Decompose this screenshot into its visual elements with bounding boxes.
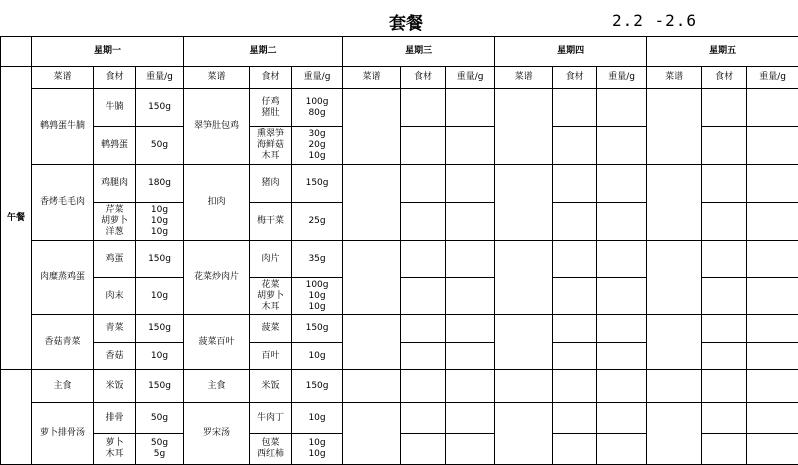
ingredient: 米饭 xyxy=(250,370,292,403)
dish-name: 罗宋汤 xyxy=(184,403,250,465)
empty-cell xyxy=(597,127,647,165)
empty-cell xyxy=(597,434,647,465)
empty-cell xyxy=(495,403,553,465)
table-row xyxy=(1,89,798,127)
empty-cell xyxy=(702,127,747,165)
weight: 30g 20g 10g xyxy=(292,127,343,165)
weight: 10g xyxy=(292,343,343,370)
header-weight: 重量/g xyxy=(597,67,647,89)
empty-cell xyxy=(446,127,495,165)
ingredient: 花菜 胡萝卜 木耳 xyxy=(250,278,292,315)
header-dish: 菜谱 xyxy=(495,67,553,89)
empty-cell xyxy=(702,278,747,315)
weight: 35g xyxy=(292,241,343,278)
empty-cell xyxy=(495,315,553,370)
empty-cell xyxy=(446,165,495,203)
empty-cell xyxy=(553,315,597,343)
ingredient: 鹌鹑蛋 xyxy=(94,127,136,165)
dish-name: 花菜炒肉片 xyxy=(184,241,250,315)
empty-cell xyxy=(702,241,747,278)
empty-cell xyxy=(747,165,798,203)
empty-cell xyxy=(747,434,798,465)
empty-cell xyxy=(597,403,647,434)
weight: 50g xyxy=(136,403,184,434)
empty-cell xyxy=(446,203,495,241)
meal-label: 午餐 xyxy=(1,67,32,370)
meal-label-empty xyxy=(1,370,32,465)
empty-cell xyxy=(647,370,702,403)
ingredient: 仔鸡 猪肚 xyxy=(250,89,292,127)
ingredient: 排骨 xyxy=(94,403,136,434)
table-row xyxy=(1,315,798,343)
empty-cell xyxy=(495,370,553,403)
empty-cell xyxy=(553,241,597,278)
empty-cell xyxy=(747,241,798,278)
empty-cell xyxy=(747,89,798,127)
header-dish: 菜谱 xyxy=(32,67,94,89)
empty-cell xyxy=(495,165,553,241)
header-ingredient: 食材 xyxy=(553,67,597,89)
empty-cell xyxy=(597,241,647,278)
ingredient: 牛腩 xyxy=(94,89,136,127)
dish-name: 主食 xyxy=(32,370,94,403)
ingredient: 鸡腿肉 xyxy=(94,165,136,203)
empty-cell xyxy=(553,343,597,370)
header-weight: 重量/g xyxy=(446,67,495,89)
weight: 150g xyxy=(136,89,184,127)
sheet-title: 套餐 xyxy=(389,9,423,34)
weight: 180g xyxy=(136,165,184,203)
empty-cell xyxy=(495,89,553,165)
empty-cell xyxy=(747,127,798,165)
empty-cell xyxy=(495,241,553,315)
header-dish: 菜谱 xyxy=(184,67,250,89)
weight: 100g 10g 10g xyxy=(292,278,343,315)
empty-cell xyxy=(647,165,702,241)
empty-cell xyxy=(401,203,446,241)
ingredient: 芹菜 胡萝卜 洋葱 xyxy=(94,203,136,241)
empty-cell xyxy=(401,315,446,343)
header-weight: 重量/g xyxy=(292,67,343,89)
dish-name: 扣肉 xyxy=(184,165,250,241)
header-dish: 菜谱 xyxy=(647,67,702,89)
empty-cell xyxy=(343,315,401,370)
dish-name: 菠菜百叶 xyxy=(184,315,250,370)
ingredient: 梅干菜 xyxy=(250,203,292,241)
day-thursday: 星期四 xyxy=(495,37,647,67)
empty-cell xyxy=(553,203,597,241)
weight: 25g xyxy=(292,203,343,241)
empty-cell xyxy=(647,89,702,165)
empty-cell xyxy=(553,278,597,315)
empty-cell xyxy=(747,315,798,343)
weight: 10g 10g xyxy=(292,434,343,465)
date-range: 2.2 -2.6 xyxy=(612,11,697,30)
day-header-row xyxy=(1,37,798,67)
empty-cell xyxy=(702,203,747,241)
empty-cell xyxy=(702,343,747,370)
empty-cell xyxy=(343,370,401,403)
empty-cell xyxy=(597,343,647,370)
empty-cell xyxy=(446,343,495,370)
day-monday: 星期一 xyxy=(32,37,184,67)
empty-cell xyxy=(401,403,446,434)
day-friday: 星期五 xyxy=(647,37,798,67)
dish-name: 主食 xyxy=(184,370,250,403)
title-bar xyxy=(0,0,798,36)
empty-cell xyxy=(446,89,495,127)
empty-cell xyxy=(702,370,747,403)
ingredient: 肉末 xyxy=(94,278,136,315)
empty-cell xyxy=(343,165,401,241)
empty-cell xyxy=(401,241,446,278)
day-wednesday: 星期三 xyxy=(343,37,495,67)
empty-cell xyxy=(553,165,597,203)
dish-name: 萝卜排骨汤 xyxy=(32,403,94,465)
empty-cell xyxy=(597,315,647,343)
dish-name: 翠笋肚包鸡 xyxy=(184,89,250,165)
header-weight: 重量/g xyxy=(747,67,798,89)
empty-cell xyxy=(747,403,798,434)
empty-cell xyxy=(647,241,702,315)
empty-cell xyxy=(401,278,446,315)
empty-cell xyxy=(702,403,747,434)
header-ingredient: 食材 xyxy=(702,67,747,89)
empty-cell xyxy=(747,343,798,370)
table-row xyxy=(1,165,798,203)
weight: 10g xyxy=(292,403,343,434)
sub-header-row xyxy=(1,67,798,89)
empty-cell xyxy=(446,278,495,315)
weight: 50g 5g xyxy=(136,434,184,465)
empty-cell xyxy=(597,203,647,241)
empty-cell xyxy=(446,241,495,278)
ingredient: 百叶 xyxy=(250,343,292,370)
empty-cell xyxy=(343,241,401,315)
empty-cell xyxy=(597,370,647,403)
empty-cell xyxy=(401,343,446,370)
ingredient: 包菜 西红柿 xyxy=(250,434,292,465)
menu-table xyxy=(0,36,798,465)
empty-cell xyxy=(702,89,747,127)
empty-cell xyxy=(553,89,597,127)
empty-cell xyxy=(401,89,446,127)
table-row xyxy=(1,241,798,278)
ingredient: 牛肉丁 xyxy=(250,403,292,434)
empty-cell xyxy=(647,315,702,370)
header-dish: 菜谱 xyxy=(343,67,401,89)
empty-cell xyxy=(647,403,702,465)
ingredient: 萝卜 木耳 xyxy=(94,434,136,465)
header-weight: 重量/g xyxy=(136,67,184,89)
header-ingredient: 食材 xyxy=(250,67,292,89)
weight: 10g xyxy=(136,278,184,315)
header-ingredient: 食材 xyxy=(94,67,136,89)
weight: 150g xyxy=(136,315,184,343)
empty-cell xyxy=(446,315,495,343)
empty-cell xyxy=(446,403,495,434)
empty-cell xyxy=(597,165,647,203)
weight: 150g xyxy=(292,315,343,343)
empty-cell xyxy=(702,165,747,203)
empty-cell xyxy=(747,370,798,403)
ingredient: 青菜 xyxy=(94,315,136,343)
empty-cell xyxy=(553,370,597,403)
header-ingredient: 食材 xyxy=(401,67,446,89)
empty-cell xyxy=(401,165,446,203)
ingredient: 肉片 xyxy=(250,241,292,278)
empty-cell xyxy=(597,278,647,315)
empty-cell xyxy=(401,434,446,465)
empty-cell xyxy=(401,370,446,403)
dish-name: 香菇青菜 xyxy=(32,315,94,370)
table-row xyxy=(1,370,798,403)
empty-cell xyxy=(597,89,647,127)
empty-cell xyxy=(446,370,495,403)
weight: 100g 80g xyxy=(292,89,343,127)
dish-name: 香烤毛毛肉 xyxy=(32,165,94,241)
weight: 150g xyxy=(136,241,184,278)
empty-cell xyxy=(343,403,401,465)
empty-cell xyxy=(747,203,798,241)
empty-cell xyxy=(401,127,446,165)
weight: 150g xyxy=(136,370,184,403)
corner-cell xyxy=(1,37,32,67)
ingredient: 菠菜 xyxy=(250,315,292,343)
ingredient: 熏翠笋 海鲜菇 木耳 xyxy=(250,127,292,165)
empty-cell xyxy=(446,434,495,465)
empty-cell xyxy=(553,403,597,434)
table-row xyxy=(1,403,798,434)
empty-cell xyxy=(702,434,747,465)
dish-name: 鹌鹑蛋牛腩 xyxy=(32,89,94,165)
weight: 10g 10g 10g xyxy=(136,203,184,241)
ingredient: 猪肉 xyxy=(250,165,292,203)
ingredient: 鸡蛋 xyxy=(94,241,136,278)
weight: 150g xyxy=(292,370,343,403)
empty-cell xyxy=(747,278,798,315)
weight: 50g xyxy=(136,127,184,165)
empty-cell xyxy=(343,89,401,165)
empty-cell xyxy=(553,434,597,465)
empty-cell xyxy=(553,127,597,165)
day-tuesday: 星期二 xyxy=(184,37,343,67)
ingredient: 米饭 xyxy=(94,370,136,403)
ingredient: 香菇 xyxy=(94,343,136,370)
dish-name: 肉糜蒸鸡蛋 xyxy=(32,241,94,315)
weight: 150g xyxy=(292,165,343,203)
empty-cell xyxy=(702,315,747,343)
weight: 10g xyxy=(136,343,184,370)
